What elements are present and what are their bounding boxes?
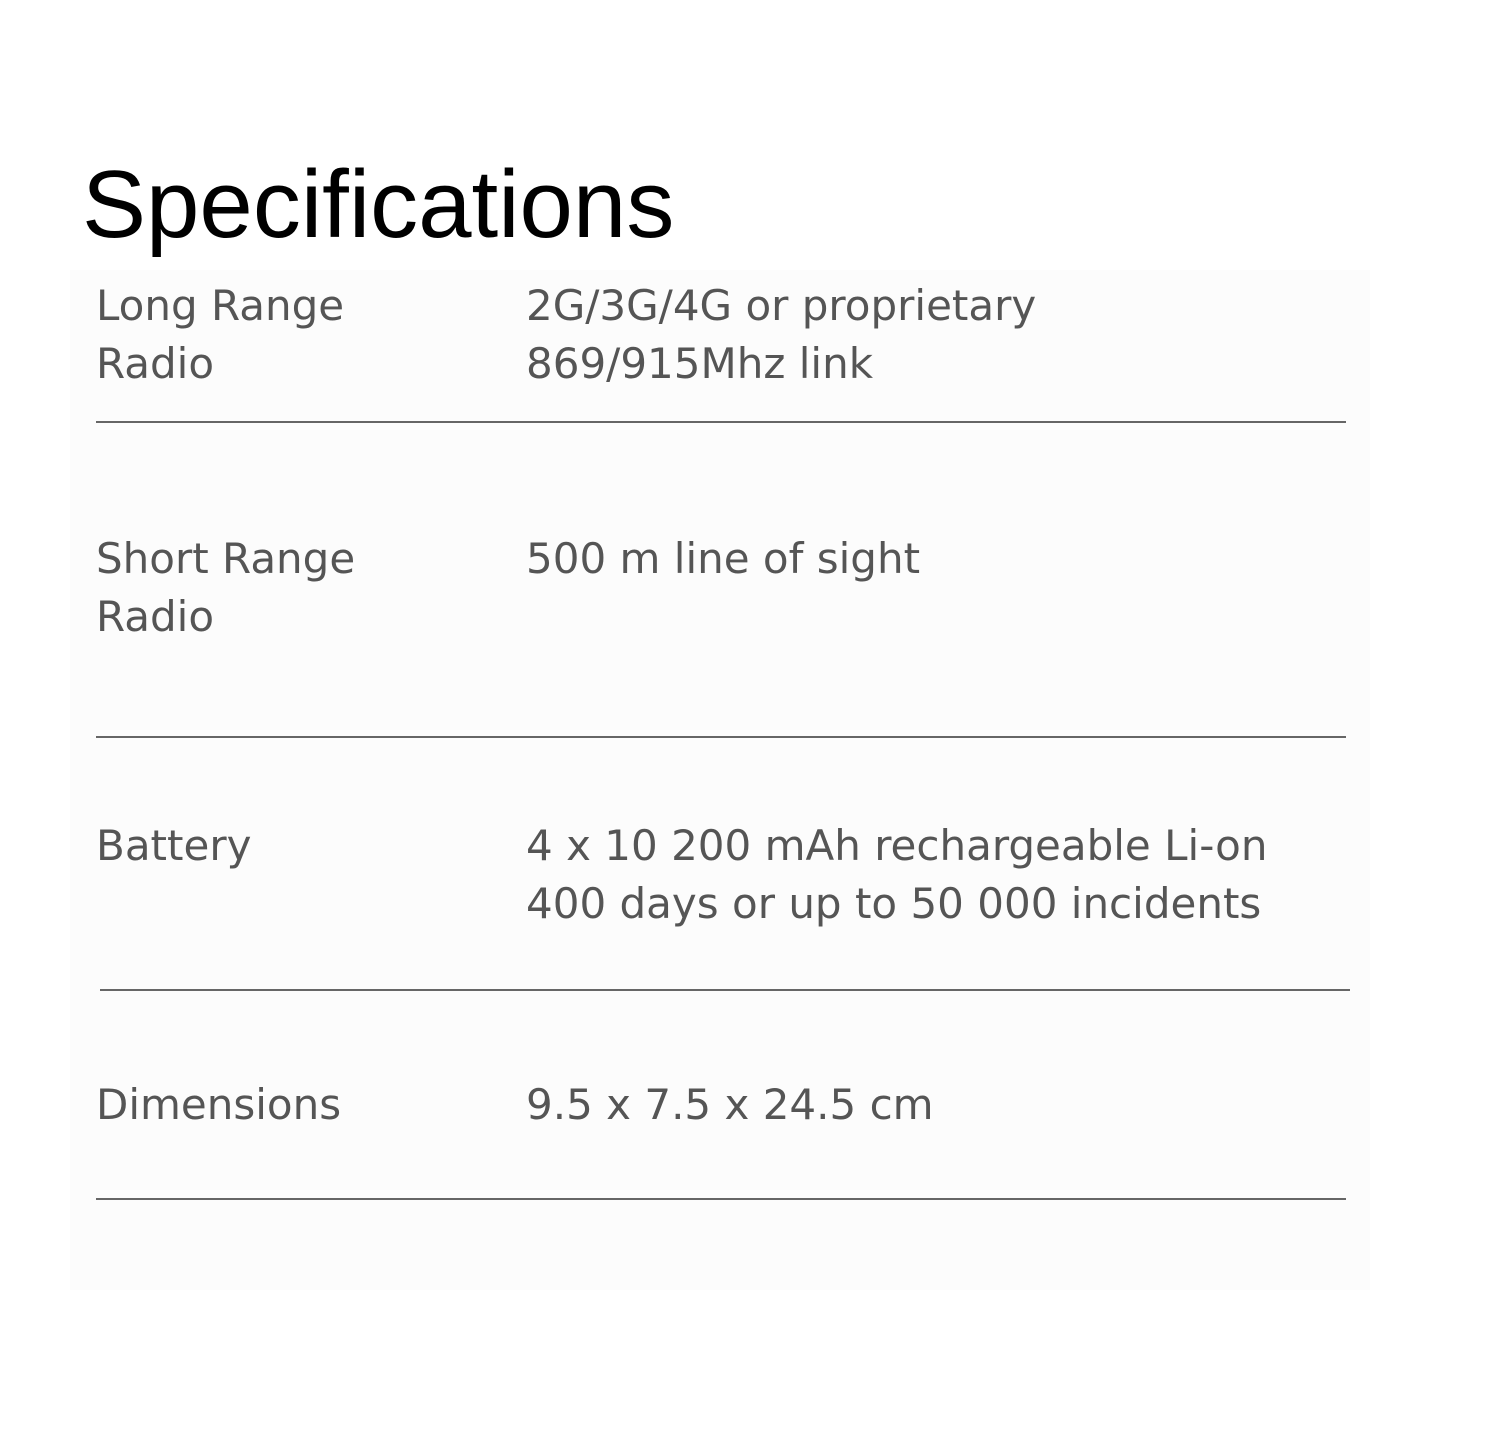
spec-label-dimensions xyxy=(96,1076,496,1134)
row-divider xyxy=(96,736,1346,738)
spec-value-line: 500 m line of sight xyxy=(526,534,921,583)
spec-label-line: Long Range xyxy=(96,281,345,330)
row-divider xyxy=(96,1198,1346,1200)
spec-label-short-range-radio xyxy=(96,530,496,646)
spec-label-battery xyxy=(96,817,496,875)
spec-label-line: Short Range xyxy=(96,534,356,583)
spec-value-line: 869/915Mhz link xyxy=(526,339,874,388)
row-divider xyxy=(100,989,1350,991)
spec-value-short-range-radio xyxy=(526,530,1366,588)
spec-value-battery xyxy=(526,817,1366,933)
spec-value-line: 4 x 10 200 mAh rechargeable Li-on xyxy=(526,821,1268,870)
spec-value-long-range-radio xyxy=(526,277,1366,393)
specs-panel xyxy=(70,270,1370,1290)
spec-value-line: 400 days or up to 50 000 incidents xyxy=(526,879,1262,928)
spec-value-dimensions xyxy=(526,1076,1366,1134)
row-divider xyxy=(96,421,1346,423)
spec-label-line: Battery xyxy=(96,821,252,870)
spec-label-line: Radio xyxy=(96,592,215,641)
spec-value-line: 9.5 x 7.5 x 24.5 cm xyxy=(526,1080,934,1129)
page-title: Specifications xyxy=(82,151,675,258)
spec-label-long-range-radio xyxy=(96,277,496,393)
spec-value-line: 2G/3G/4G or proprietary xyxy=(526,281,1037,330)
spec-label-line: Dimensions xyxy=(96,1080,342,1129)
spec-label-line: Radio xyxy=(96,339,215,388)
